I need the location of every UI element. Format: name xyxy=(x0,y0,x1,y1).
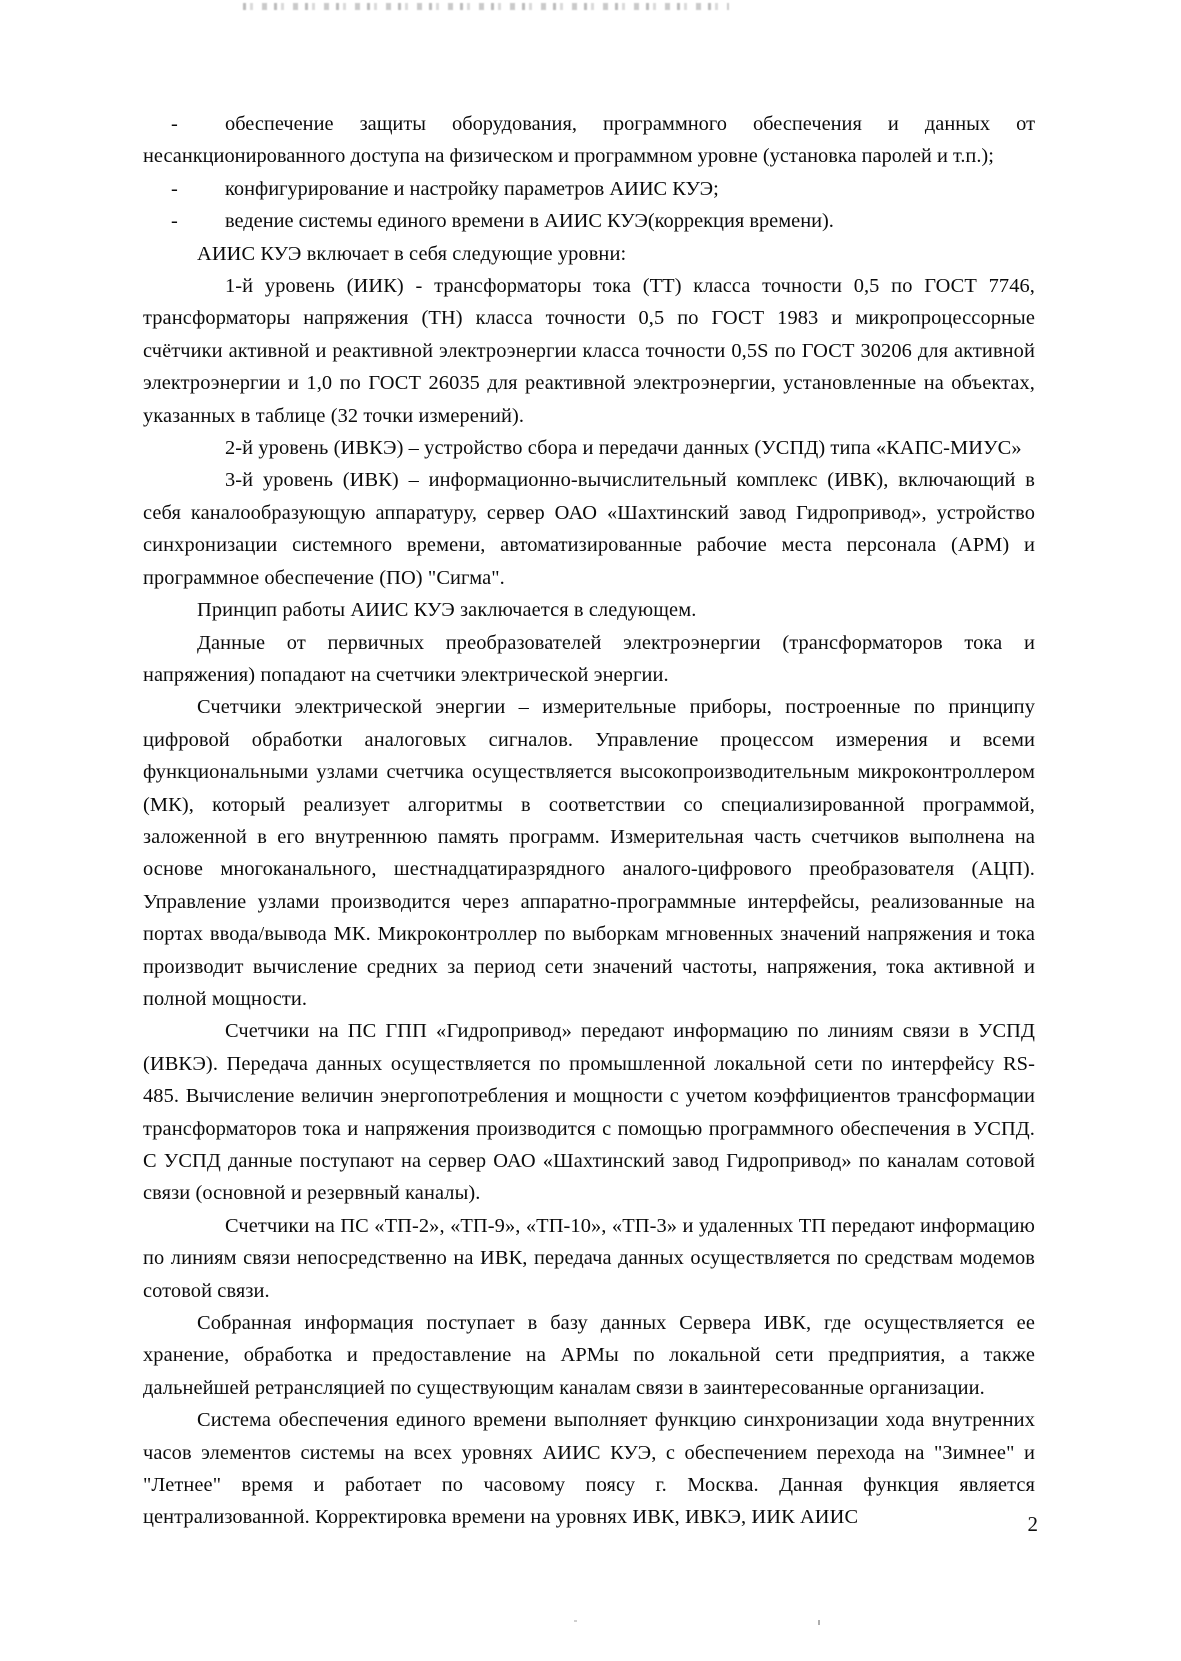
paragraph-collected-info: Собранная информация поступает в базу данных Сервера ИВК, где осуществляется ее хранение, обработка и предоставление на АРМы по локальной сети предприятия, а также дальнейшей ретрансляцией по существующим каналам связи в заинтересованные организации. xyxy=(143,1312,1035,1399)
paragraph-data-from-transformers: Данные от первичных преобразователей электроэнергии (трансформаторов тока и напряжения) попадают на счетчики электрической энергии. xyxy=(143,631,1035,686)
paragraph-meters-description: Счетчики электрической энергии – измерительные приборы, построенные по принципу цифровой обработки аналоговых сигналов. Управление процессом измерения и всеми функциональными узлами счетчика осуществляется высокопроизводительным микроконтроллером (МК), который реализует алгоритмы в соответствии со специализированной программой, заложенной в его внутреннюю память программ. Измерительная часть счетчиков выполнена на основе многоканального, шестнадцатиразрядного аналого-цифрового преобразователя (АЦП). Управление узлами производится через аппаратно-программные интерфейсы, реализованные на портах ввода/вывода МК. Микроконтроллер по выборкам мгновенных значений напряжения и тока производит вычисление средних за период сети значений частоты, напряжения, тока активной и полной мощности. xyxy=(143,696,1035,1010)
page-body-text xyxy=(143,108,1035,1534)
paragraph-gpp-meters: Счетчики на ПС ГПП «Гидропривод» передают информацию по линиям связи в УСПД (ИВКЭ). Передача данных осуществляется по промышленной локальной сети по интерфейсу RS-485. Вычисление величин энергопотребления и мощности с учетом коэффициентов трансформации трансформаторов тока и напряжения производится с помощью программного обеспечения в УСПД. С УСПД данные поступают на сервер ОАО «Шахтинский завод Гидропривод» по каналам сотовой связи (основной и резервный каналы). xyxy=(143,1020,1035,1205)
bullet-list-item xyxy=(143,205,1035,237)
paragraph-level-1: 1-й уровень (ИИК) - трансформаторы тока (ТТ) класса точности 0,5 по ГОСТ 7746, трансформаторы напряжения (ТН) класса точности 0,5 по ГОСТ 1983 и микропроцессорные счётчики активной и реактивной электроэнергии класса точности 0,5S по ГОСТ 30206 для активной электроэнергии и 1,0 по ГОСТ 26035 для реактивной электроэнергии, установленные на объектах, указанных в таблице (32 точки измерений). xyxy=(143,275,1035,427)
paragraph-level-3: 3-й уровень (ИВК) – информационно-вычислительный комплекс (ИВК), включающий в себя каналообразующую аппаратуру, сервер ОАО «Шахтинский завод Гидропривод», устройство синхронизации системного времени, автоматизированные рабочие места персонала (АРМ) и программное обеспечение (ПО) "Сигма". xyxy=(143,469,1035,589)
bullet-dash-icon: - xyxy=(171,210,178,233)
bullet-list-item xyxy=(143,108,1035,173)
bullet-list-item xyxy=(143,173,1035,205)
bullet-item-text: конфигурирование и настройку параметров АИИС КУЭ; xyxy=(225,177,719,200)
paragraph-level-2: 2-й уровень (ИВКЭ) – устройство сбора и передачи данных (УСПД) типа «КАПС-МИУС» xyxy=(225,437,1022,460)
page-number: 2 xyxy=(1027,1512,1038,1536)
scan-speck xyxy=(818,1620,820,1625)
paragraph-time-system: Система обеспечения единого времени выполняет функцию синхронизации хода внутренних часов элементов системы на всех уровнях АИИС КУЭ, с обеспечением перехода на "Зимнее" и "Летнее" время и работает по часовому поясу г. Москва. Данная функция является централизованной. Корректировка времени на уровнях ИВК, ИВКЭ, ИИК АИИС xyxy=(143,1409,1035,1529)
scan-speck xyxy=(574,1620,577,1622)
paragraph-intro-levels: АИИС КУЭ включает в себя следующие уровни: xyxy=(197,242,627,265)
bullet-dash-icon: - xyxy=(171,113,178,135)
paragraph-principle: Принцип работы АИИС КУЭ заключается в следующем. xyxy=(197,599,697,622)
bullet-dash-icon: - xyxy=(171,177,178,200)
bullet-item-text: ведение системы единого времени в АИИС КУЭ(коррекция времени). xyxy=(225,210,834,233)
scan-artifact-top-strip xyxy=(243,3,729,10)
bullet-item-text: обеспечение защиты оборудования, программного обеспечения и данных от несанкционированного доступа на физическом и программном уровне (установка паролей и т.п.); xyxy=(143,113,1035,168)
paragraph-tp-meters: Счетчики на ПС «ТП-2», «ТП-9», «ТП-10», «ТП-3» и удаленных ТП передают информацию по линиям связи непосредственно на ИВК, передача данных осуществляется по средствам модемов сотовой связи. xyxy=(143,1214,1035,1302)
